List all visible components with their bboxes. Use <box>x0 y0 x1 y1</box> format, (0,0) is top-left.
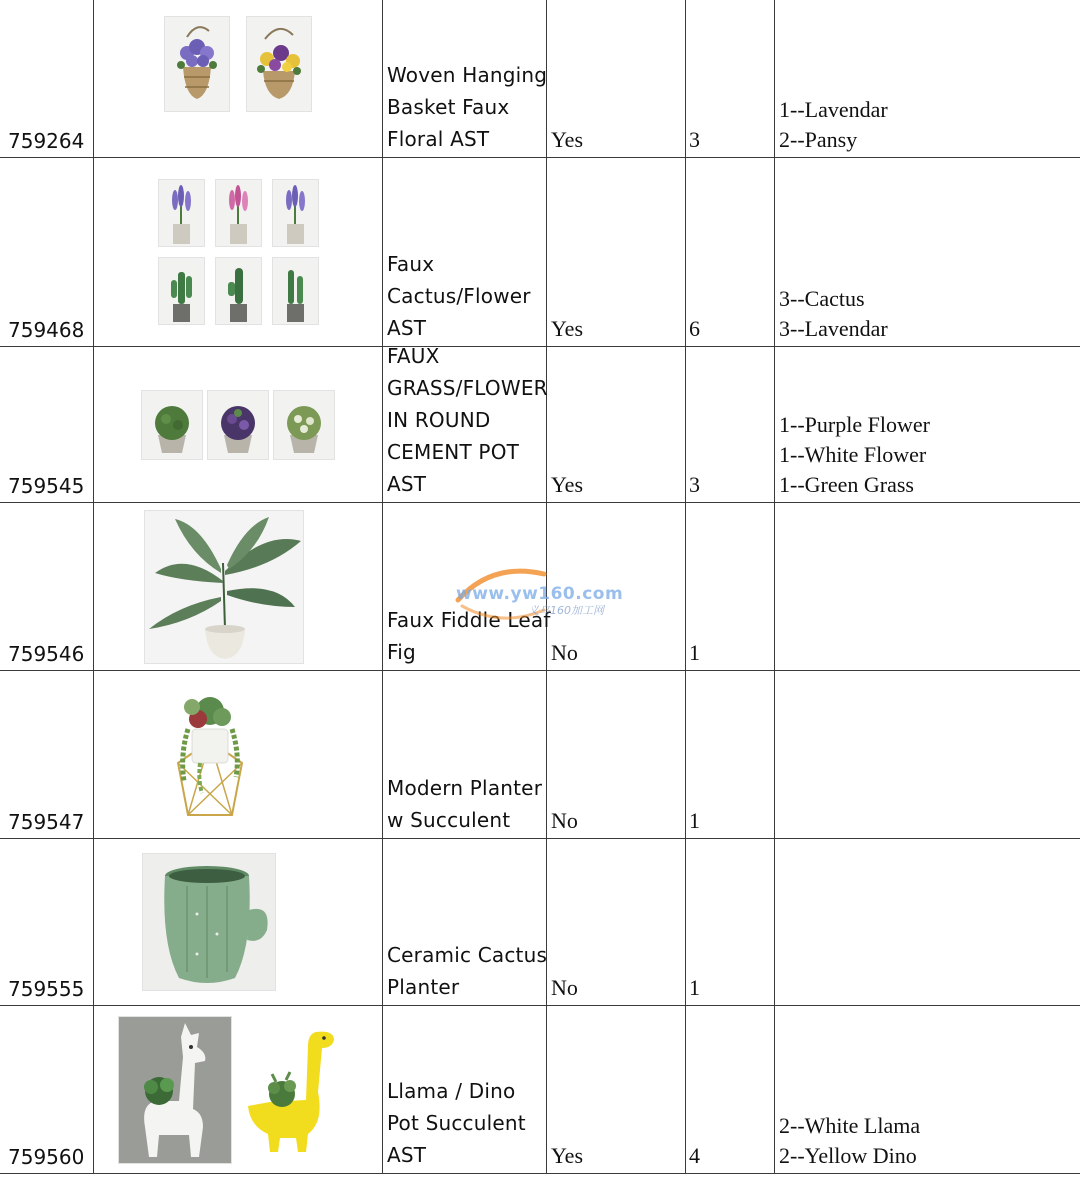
quantity-cell <box>686 347 774 502</box>
description-cell <box>383 158 546 346</box>
assortment-line: 2--White Llama <box>779 1113 921 1138</box>
assorted-cell <box>547 671 685 838</box>
assortment-cell <box>775 1006 1080 1173</box>
description-line: Fig <box>387 640 416 664</box>
description-line: Woven Hanging <box>387 63 548 87</box>
quantity-value: 1 <box>689 640 700 665</box>
table-row <box>0 671 1080 839</box>
description-line: CEMENT POT <box>387 440 520 464</box>
item-code-cell <box>0 503 93 670</box>
assortment-cell <box>775 0 1080 157</box>
assortment-line: 1--White Flower <box>779 442 927 467</box>
cactus-pot-photo <box>215 257 262 325</box>
description-line: IN ROUND <box>387 408 491 432</box>
description-line: w Succulent <box>387 808 511 832</box>
table-row <box>0 839 1080 1006</box>
assorted-value: Yes <box>551 316 584 341</box>
assortment-line: 3--Lavendar <box>779 316 888 341</box>
assorted-cell <box>547 347 685 502</box>
description-line: AST <box>387 1143 427 1167</box>
item-code: 759547 <box>8 810 85 834</box>
table-row <box>0 0 1080 158</box>
product-image-cell <box>94 503 382 670</box>
description-line: Pot Succulent <box>387 1111 526 1135</box>
item-code: 759264 <box>8 129 85 153</box>
table-row <box>0 158 1080 347</box>
quantity-cell <box>686 839 774 1005</box>
quantity-cell <box>686 158 774 346</box>
assortment-line: 1--Green Grass <box>779 472 914 497</box>
green-grass-ball-photo <box>141 390 203 460</box>
description-line: AST <box>387 472 427 496</box>
product-image-cell <box>94 347 382 502</box>
assorted-cell <box>547 158 685 346</box>
description-line: Cactus/Flower <box>387 284 531 308</box>
ceramic-cactus-planter-photo <box>142 853 276 991</box>
description-line: FAUX <box>387 344 440 368</box>
table-row <box>0 344 1080 503</box>
assortment-line: 1--Purple Flower <box>779 412 930 437</box>
item-code-cell <box>0 347 93 502</box>
item-code: 759555 <box>8 977 85 1001</box>
product-image-cell <box>94 1006 382 1173</box>
lavender-pot-photo <box>158 179 205 247</box>
assortment-line: 3--Cactus <box>779 286 865 311</box>
product-image-cell <box>94 0 382 157</box>
quantity-cell <box>686 0 774 157</box>
item-code-cell <box>0 1006 93 1173</box>
assorted-cell <box>547 0 685 157</box>
quantity-value: 1 <box>689 975 700 1000</box>
watermark-url: www.yw160.com <box>456 584 624 604</box>
quantity-cell <box>686 1006 774 1173</box>
assorted-cell <box>547 839 685 1005</box>
description-line: Llama / Dino <box>387 1079 516 1103</box>
description-line: Ceramic Cactus <box>387 943 548 967</box>
item-code-cell <box>0 671 93 838</box>
item-code: 759546 <box>8 642 85 666</box>
cactus-pot-photo <box>272 257 319 325</box>
assorted-value: Yes <box>551 127 584 152</box>
description-cell <box>383 839 546 1005</box>
quantity-value: 6 <box>689 316 700 341</box>
quantity-value: 3 <box>689 472 700 497</box>
item-code-cell <box>0 0 93 157</box>
assortment-cell <box>775 671 1080 838</box>
item-code: 759560 <box>8 1145 85 1169</box>
description-line: Faux <box>387 252 435 276</box>
description-cell <box>383 344 548 502</box>
assortment-cell <box>775 347 1080 502</box>
assorted-cell <box>547 1006 685 1173</box>
assorted-value: No <box>551 975 578 1000</box>
product-image-cell <box>94 671 382 838</box>
assorted-value: Yes <box>551 1143 584 1168</box>
quantity-cell <box>686 671 774 838</box>
description-line: AST <box>387 316 427 340</box>
item-code-cell <box>0 839 93 1005</box>
description-line: Planter <box>387 975 460 999</box>
description-cell <box>383 1006 546 1173</box>
assorted-value: Yes <box>551 472 584 497</box>
assortment-line: 2--Yellow Dino <box>779 1143 917 1168</box>
yellow-dino-pot-photo <box>246 1022 342 1158</box>
assorted-value: No <box>551 808 578 833</box>
description-line: Faux Fiddle Leaf <box>387 608 551 632</box>
assortment-line: 2--Pansy <box>779 127 858 152</box>
description-line: Basket Faux <box>387 95 510 119</box>
item-code: 759468 <box>8 318 85 342</box>
description-cell <box>383 671 546 838</box>
purple-flower-ball-photo <box>207 390 269 460</box>
description-cell <box>383 0 546 157</box>
item-code: 759545 <box>8 474 85 498</box>
product-image-cell <box>94 158 382 346</box>
quantity-value: 3 <box>689 127 700 152</box>
lavender-basket-photo <box>164 16 230 112</box>
pink-lavender-pot-photo <box>215 179 262 247</box>
fiddle-leaf-fig-photo <box>144 510 304 664</box>
quantity-value: 1 <box>689 808 700 833</box>
quantity-value: 4 <box>689 1143 700 1168</box>
watermark-subtitle: 义乌160加工网 <box>528 604 604 617</box>
assortment-cell <box>775 503 1080 670</box>
modern-planter-photo <box>170 685 250 825</box>
item-code-cell <box>0 158 93 346</box>
cactus-pot-photo <box>158 257 205 325</box>
assortment-cell <box>775 839 1080 1005</box>
white-llama-pot-photo <box>118 1016 232 1164</box>
assorted-value: No <box>551 640 578 665</box>
assortment-cell <box>775 158 1080 346</box>
product-image-cell <box>94 839 382 1005</box>
description-line: Modern Planter <box>387 776 543 800</box>
quantity-cell <box>686 503 774 670</box>
assortment-line: 1--Lavendar <box>779 97 888 122</box>
pansy-basket-photo <box>246 16 312 112</box>
table-row <box>0 1006 1080 1174</box>
description-line: GRASS/FLOWER <box>387 376 548 400</box>
lavender-pot-photo <box>272 179 319 247</box>
description-line: Floral AST <box>387 127 490 151</box>
white-flower-ball-photo <box>273 390 335 460</box>
